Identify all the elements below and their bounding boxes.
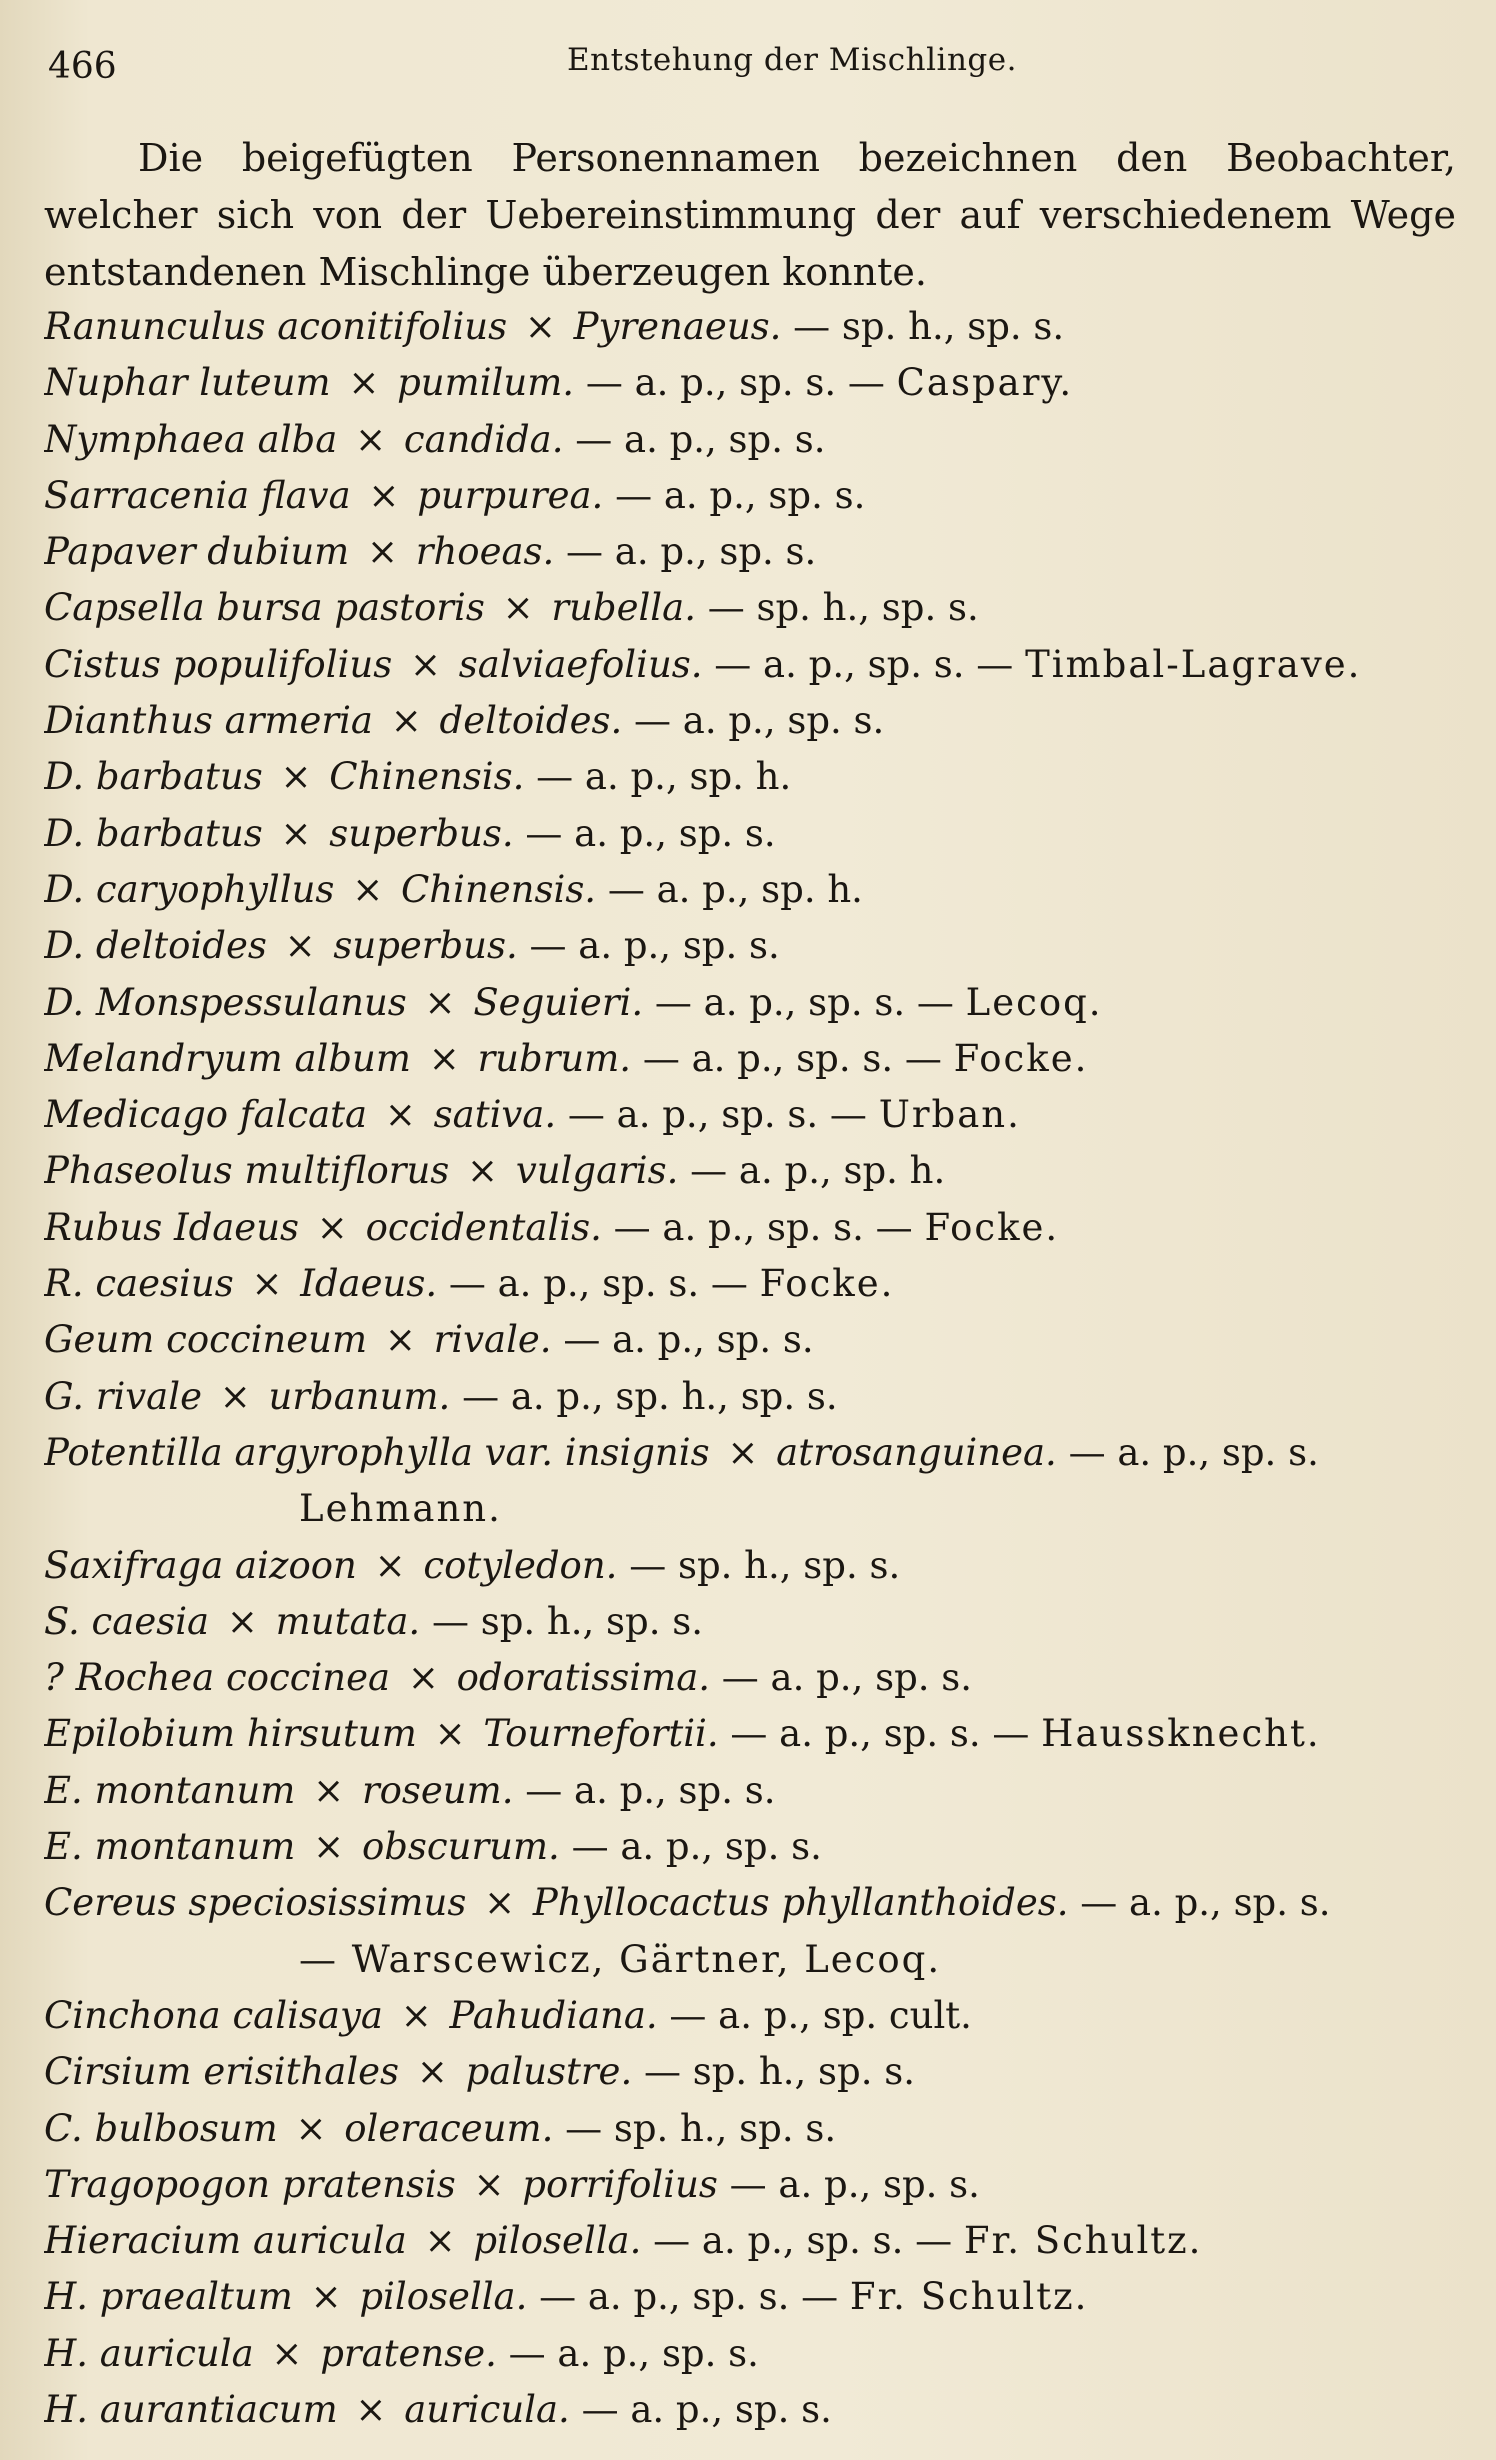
parent-species-b: vulgaris. xyxy=(515,1149,679,1193)
parent-species-b: superbus. xyxy=(333,924,518,968)
cross-symbol: × xyxy=(313,1768,345,1812)
hybrid-entry xyxy=(44,1706,1456,1762)
hybrid-entry xyxy=(44,355,1456,411)
origin-note: — a. p., sp. s. — xyxy=(527,2275,850,2319)
hybrid-entry xyxy=(44,1763,1456,1819)
hybrid-entry xyxy=(44,806,1456,862)
parent-species-b: purpurea. xyxy=(417,473,604,517)
parent-species-b: pilosella. xyxy=(359,2275,528,2319)
hybrid-entry xyxy=(44,1200,1456,1256)
cross-symbol: × xyxy=(352,867,384,911)
hybrid-entry xyxy=(44,918,1456,974)
parent-species-a: Cereus speciosissimus xyxy=(44,1881,467,1925)
parent-species-b: Seguieri. xyxy=(473,980,644,1024)
parent-species-b: urbanum. xyxy=(268,1374,451,1418)
cross-symbol: × xyxy=(473,2162,505,2206)
parent-species-b: pumilum. xyxy=(397,361,575,405)
hybrid-entry xyxy=(44,2157,1456,2213)
parent-species-a: S. caesia xyxy=(44,1599,210,1643)
hybrid-entry xyxy=(44,1031,1456,1087)
parent-species-b: Chinensis. xyxy=(400,867,597,911)
cross-symbol: × xyxy=(368,473,400,517)
hybrid-entry xyxy=(44,1312,1456,1368)
observer-continuation: Lehmann. xyxy=(299,1487,502,1531)
hybrid-entry xyxy=(44,975,1456,1031)
hybrid-entry xyxy=(44,2101,1456,2157)
parent-species-a: Tragopogon pratensis xyxy=(44,2162,456,2206)
parent-species-a: C. bulbosum xyxy=(44,2106,278,2150)
origin-note: — a. p., sp. s. — xyxy=(643,980,966,1024)
origin-note: — a. p., sp. s. xyxy=(563,417,826,461)
parent-species-a: D. caryophyllus xyxy=(44,867,335,911)
parent-species-a: Saxifraga aizoon xyxy=(44,1543,357,1587)
origin-note: — a. p., sp. s. xyxy=(517,924,780,968)
parent-species-b: Pyrenaeus. xyxy=(573,305,782,348)
parent-species-b: pratense. xyxy=(320,2331,497,2375)
cross-symbol: × xyxy=(280,755,312,799)
origin-note: — a. p., sp. s. xyxy=(569,2387,832,2431)
cross-symbol: × xyxy=(355,417,387,461)
cross-symbol: × xyxy=(467,1149,499,1193)
parent-species-a: D. Monspessulanus xyxy=(44,980,407,1024)
parent-species-b: palustre. xyxy=(465,2050,633,2094)
parent-species-a: D. barbatus xyxy=(44,755,263,799)
origin-note: — a. p., sp. h. xyxy=(524,755,792,799)
hybrid-entry xyxy=(44,1875,1456,1931)
observer-continuation: — Warscewicz, Gärtner, Lecoq. xyxy=(299,1937,942,1981)
parent-species-a: Rubus Idaeus xyxy=(44,1205,300,1249)
parent-species-a: Sarracenia flava xyxy=(44,473,351,517)
parent-species-a: E. montanum xyxy=(44,1768,296,1812)
parent-species-b: Chinensis. xyxy=(329,755,525,799)
origin-note: — a. p., sp. s. — xyxy=(556,1093,879,1137)
hybrid-list xyxy=(44,299,1456,2438)
hybrid-entry xyxy=(44,1594,1456,1650)
cross-symbol: × xyxy=(313,1825,345,1869)
hybrid-entry xyxy=(44,2213,1456,2269)
origin-note: — a. p., sp. s. — xyxy=(601,1205,925,1249)
origin-note: — a. p., sp. s. xyxy=(717,2162,980,2206)
parent-species-b: salviaefolius. xyxy=(458,642,703,686)
cross-symbol: × xyxy=(524,305,556,348)
origin-note: — a. p., sp. s. xyxy=(551,1318,814,1362)
hybrid-entry xyxy=(44,580,1456,636)
origin-note: — a. p., sp. s. — xyxy=(718,1712,1042,1756)
parent-species-b: porrifolius xyxy=(522,2162,718,2206)
parent-species-a: G. rivale xyxy=(44,1374,202,1418)
observer-name: Focke. xyxy=(759,1262,895,1306)
parent-species-b: odoratissima. xyxy=(456,1656,711,1700)
origin-note: — a. p., sp. s. xyxy=(710,1656,973,1700)
parent-species-a: Papaver dubium xyxy=(44,530,350,574)
origin-note: — sp. h., sp. s. xyxy=(781,305,1065,348)
parent-species-b: deltoides. xyxy=(439,699,623,743)
origin-note: — a. p., sp. s. xyxy=(622,699,885,743)
origin-note: — a. p., sp. s. — xyxy=(641,2219,964,2263)
observer-name: Urban. xyxy=(878,1093,1021,1137)
hybrid-entry xyxy=(44,637,1456,693)
intro-paragraph xyxy=(44,130,1456,301)
parent-species-a: Cirsium erisithales xyxy=(44,2050,400,2094)
parent-species-a: R. caesius xyxy=(44,1262,234,1306)
origin-note: — a. p., sp. s. xyxy=(1056,1430,1319,1474)
hybrid-entry xyxy=(44,1087,1456,1143)
parent-species-a: Dianthus armeria xyxy=(44,699,373,743)
hybrid-entry xyxy=(44,1988,1456,2044)
parent-species-a: Medicago falcata xyxy=(44,1093,368,1137)
cross-symbol: × xyxy=(374,1543,406,1587)
parent-species-b: rubrum. xyxy=(477,1036,632,1080)
hybrid-entry xyxy=(44,2269,1456,2325)
parent-species-a: Ranunculus aconitifolius xyxy=(44,305,508,348)
parent-species-b: rivale. xyxy=(433,1318,552,1362)
parent-species-b: rubella. xyxy=(551,586,696,630)
parent-species-a: Melandryum album xyxy=(44,1036,411,1080)
parent-species-b: oleraceum. xyxy=(344,2106,554,2150)
cross-symbol: × xyxy=(367,530,399,574)
intro-text: Die beigefügten Personennamen bezeichnen den Beobachter, welcher sich von der Uebereinstimmung der auf verschiedenem Wege entstandenen Mischlinge überzeugen konnte. xyxy=(44,136,1456,294)
parent-species-b: candida. xyxy=(403,417,564,461)
cross-symbol: × xyxy=(219,1374,251,1418)
parent-species-a: Hieracium auricula xyxy=(44,2219,407,2263)
origin-note: — a. p., sp. s. xyxy=(554,530,817,574)
observer-name: Haussknecht. xyxy=(1041,1712,1321,1756)
parent-species-a: Epilobium hirsutum xyxy=(44,1712,417,1756)
parent-species-a: D. barbatus xyxy=(44,811,263,855)
observer-name: Focke. xyxy=(924,1205,1060,1249)
observer-name: Focke. xyxy=(953,1036,1089,1080)
parent-species-a: E. montanum xyxy=(44,1825,296,1869)
cross-symbol: × xyxy=(271,2331,303,2375)
observer-name: Fr. Schultz. xyxy=(963,2219,1203,2263)
origin-note: — a. p., sp. h. xyxy=(678,1149,946,1193)
hybrid-entry xyxy=(44,299,1456,355)
cross-symbol: × xyxy=(384,1318,416,1362)
observer-name: Lecoq. xyxy=(965,980,1103,1024)
cross-symbol: × xyxy=(502,586,534,630)
origin-note: — a. p., sp. s. xyxy=(559,1825,822,1869)
page-number: 466 xyxy=(48,46,117,87)
hybrid-entry xyxy=(44,1819,1456,1875)
cross-symbol: × xyxy=(428,1036,460,1080)
origin-note: — sp. h., sp. s. xyxy=(553,2106,837,2150)
origin-note: — a. p., sp. s. — xyxy=(574,361,897,405)
hybrid-entry xyxy=(44,524,1456,580)
hybrid-entry xyxy=(44,412,1456,468)
observer-name: Caspary. xyxy=(896,361,1074,405)
origin-note: — sp. h., sp. s. xyxy=(420,1599,703,1643)
cross-symbol: × xyxy=(727,1430,759,1474)
cross-symbol: × xyxy=(226,1599,258,1643)
origin-note: — a. p., sp. s. — xyxy=(702,642,1026,686)
origin-note: — a. p., sp. s. xyxy=(1068,1881,1331,1925)
hybrid-entry xyxy=(44,468,1456,524)
parent-species-a: Potentilla argyrophylla var. insignis xyxy=(44,1430,710,1474)
parent-species-a: D. deltoides xyxy=(44,924,267,968)
parent-species-b: rhoeas. xyxy=(415,530,555,574)
origin-note: — sp. h., sp. s. xyxy=(695,586,979,630)
hybrid-entry xyxy=(44,749,1456,805)
parent-species-a: Geum coccineum xyxy=(44,1318,368,1362)
hybrid-entry xyxy=(44,2044,1456,2100)
origin-note: — a. p., sp. h., sp. s. xyxy=(450,1374,838,1418)
cross-symbol: × xyxy=(434,1712,466,1756)
origin-note: — a. p., sp. s. xyxy=(496,2331,759,2375)
parent-species-b: Phyllocactus phyllanthoides. xyxy=(532,1881,1069,1925)
cross-symbol: × xyxy=(295,2106,327,2150)
parent-species-b: pilosella. xyxy=(473,2219,642,2263)
parent-species-b: Tournefortii. xyxy=(483,1712,719,1756)
parent-species-a: H. praealtum xyxy=(44,2275,293,2319)
hybrid-entry xyxy=(44,1538,1456,1594)
hybrid-entry xyxy=(44,2326,1456,2382)
parent-species-a: Nymphaea alba xyxy=(44,417,338,461)
cross-symbol: × xyxy=(355,2387,387,2431)
parent-species-b: atrosanguinea. xyxy=(776,1430,1057,1474)
hybrid-entry xyxy=(44,862,1456,918)
cross-symbol: × xyxy=(310,2275,342,2319)
cross-symbol: × xyxy=(384,1093,416,1137)
cross-symbol: × xyxy=(409,642,441,686)
cross-symbol: × xyxy=(280,811,312,855)
cross-symbol: × xyxy=(348,361,380,405)
parent-species-a: Nuphar luteum xyxy=(44,361,331,405)
cross-symbol: × xyxy=(390,699,422,743)
parent-species-b: superbus. xyxy=(329,811,514,855)
parent-species-b: auricula. xyxy=(404,2387,570,2431)
hybrid-entry xyxy=(44,1650,1456,1706)
hybrid-entry xyxy=(44,1369,1456,1425)
origin-note: — sp. h., sp. s. xyxy=(632,2050,915,2094)
hybrid-entry xyxy=(44,1143,1456,1199)
origin-note: — a. p., sp. s. — xyxy=(437,1262,760,1306)
cross-symbol: × xyxy=(484,1881,516,1925)
parent-species-a: H. auricula xyxy=(44,2331,254,2375)
cross-symbol: × xyxy=(424,2219,456,2263)
parent-species-a: H. aurantiacum xyxy=(44,2387,338,2431)
cross-symbol: × xyxy=(316,1205,348,1249)
parent-species-b: Idaeus. xyxy=(300,1262,438,1306)
origin-note: — sp. h., sp. s. xyxy=(617,1543,901,1587)
origin-note: — a. p., sp. s. xyxy=(513,811,776,855)
parent-species-b: roseum. xyxy=(361,1768,514,1812)
parent-species-a: Phaseolus multiflorus xyxy=(44,1149,450,1193)
cross-symbol: × xyxy=(416,2050,448,2094)
origin-note: — a. p., sp. s. — xyxy=(631,1036,954,1080)
parent-species-a: Capsella bursa pastoris xyxy=(44,586,485,630)
origin-note: — a. p., sp. s. xyxy=(603,473,866,517)
origin-note: — a. p., sp. cult. xyxy=(657,1993,972,2037)
hybrid-entry xyxy=(44,1425,1456,1481)
parent-species-a: Cistus populifolius xyxy=(44,642,393,686)
hybrid-entry xyxy=(44,2382,1456,2438)
running-head: Entstehung der Mischlinge. xyxy=(567,42,1017,78)
origin-note: — a. p., sp. h. xyxy=(596,867,863,911)
origin-note: — a. p., sp. s. xyxy=(513,1768,776,1812)
cross-symbol: × xyxy=(400,1993,432,2037)
parent-species-b: cotyledon. xyxy=(423,1543,618,1587)
cross-symbol: × xyxy=(251,1262,283,1306)
parent-species-a: ? Rochea coccinea xyxy=(44,1656,391,1700)
hybrid-entry xyxy=(44,693,1456,749)
parent-species-b: sativa. xyxy=(433,1093,557,1137)
cross-symbol: × xyxy=(407,1656,439,1700)
parent-species-b: Pahudiana. xyxy=(449,1993,658,2037)
hybrid-entry xyxy=(44,1256,1456,1312)
parent-species-b: mutata. xyxy=(275,1599,421,1643)
parent-species-a: Cinchona calisaya xyxy=(44,1993,383,2037)
cross-symbol: × xyxy=(424,980,456,1024)
observer-name: Fr. Schultz. xyxy=(849,2275,1089,2319)
parent-species-b: obscurum. xyxy=(361,1825,560,1869)
parent-species-b: occidentalis. xyxy=(365,1205,602,1249)
page-header xyxy=(48,38,1456,98)
observer-name: Timbal-Lagrave. xyxy=(1025,642,1362,686)
cross-symbol: × xyxy=(284,924,316,968)
